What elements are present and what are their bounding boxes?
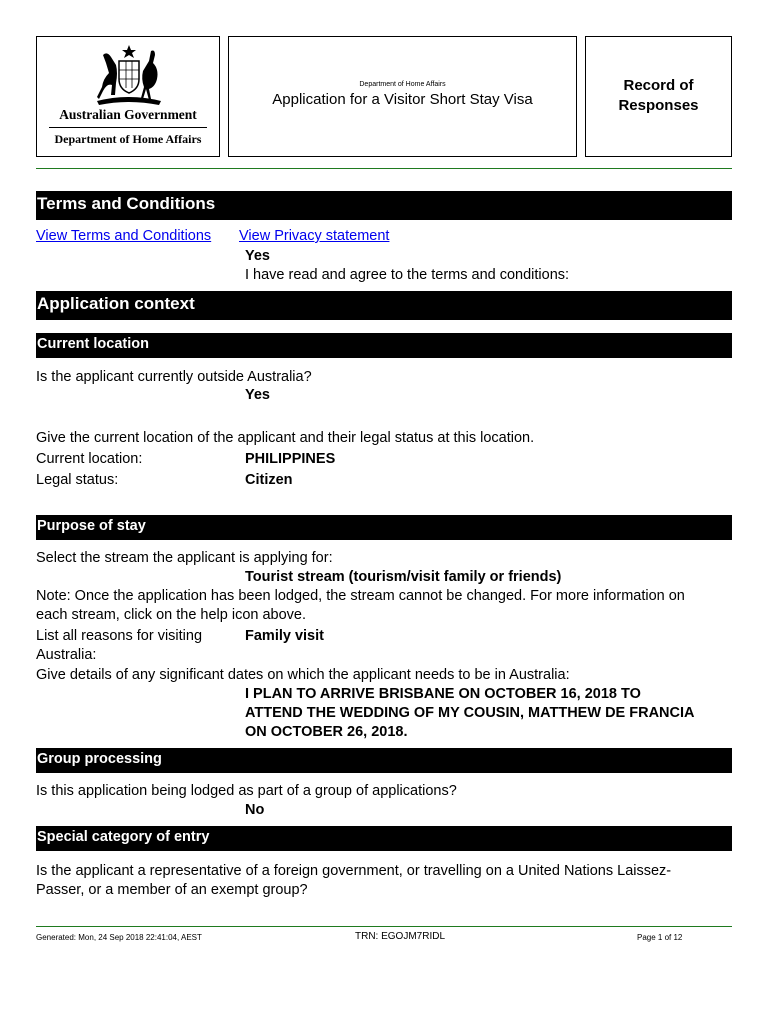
record-line-2: Responses (618, 97, 699, 114)
special-category-heading: Special category of entry (36, 826, 732, 851)
form-title-box (228, 36, 577, 157)
record-of-responses-label (586, 76, 731, 116)
stream-question: Select the stream the applicant is applying for: (36, 550, 333, 566)
significant-dates-line-2: ATTEND THE WEDDING OF MY COUSIN, MATTHEW DE FRANCIA (245, 705, 695, 721)
reasons-label-line-1: List all reasons for visiting (36, 628, 203, 644)
view-terms-link[interactable]: View Terms and Conditions (36, 228, 212, 244)
significant-dates-question: Give details of any significant dates on which the applicant needs to be in Australia: (36, 667, 570, 683)
application-context-heading: Application context (36, 291, 732, 320)
view-privacy-link[interactable]: View Privacy statement (239, 228, 390, 244)
coat-of-arms-icon (89, 43, 169, 107)
terms-answer: Yes (245, 248, 270, 264)
footer-divider (36, 926, 732, 927)
logo-divider (49, 127, 207, 128)
reasons-value: Family visit (245, 628, 324, 644)
reasons-label-line-2: Australia: (36, 647, 97, 663)
record-line-1: Record of (623, 77, 694, 94)
legal-status-label: Legal status: (36, 472, 119, 488)
government-name: Australian Government (59, 107, 197, 122)
significant-dates-line-1: I PLAN TO ARRIVE BRISBANE ON OCTOBER 16, 2018 TO (245, 686, 641, 702)
special-question-line-1: Is the applicant a representative of a foreign government, or travelling on a United Nations Laissez- (36, 863, 672, 879)
terms-question: I have read and agree to the terms and conditions: (245, 267, 570, 283)
generated-timestamp: Generated: Mon, 24 Sep 2018 22:41:04, AEST (36, 933, 202, 942)
page-number: Page 1 of 12 (637, 933, 683, 942)
department-name: Department of Home Affairs (54, 132, 202, 146)
stream-answer: Tourist stream (tourism/visit family or friends) (245, 569, 562, 585)
department-small-label: Department of Home Affairs (359, 81, 446, 88)
location-status-prompt: Give the current location of the applicant and their legal status at this location. (36, 430, 535, 446)
current-location-label: Current location: (36, 451, 143, 467)
form-title: Application for a Visitor Short Stay Visa (272, 91, 533, 108)
group-question: Is this application being lodged as part of a group of applications? (36, 783, 457, 799)
special-question-line-2: Passer, or a member of an exempt group? (36, 882, 308, 898)
legal-status-value: Citizen (245, 472, 293, 488)
group-processing-heading: Group processing (36, 748, 732, 773)
record-box (585, 36, 732, 157)
government-logo-box (36, 36, 220, 157)
stream-note-line-2: each stream, click on the help icon above. (36, 607, 307, 623)
purpose-of-stay-heading: Purpose of stay (36, 515, 732, 540)
current-location-heading: Current location (36, 333, 732, 358)
outside-australia-question: Is the applicant currently outside Australia? (36, 369, 312, 385)
outside-australia-answer: Yes (245, 387, 270, 403)
trn-reference: TRN: EGOJM7RIDL (355, 931, 446, 942)
significant-dates-line-3: ON OCTOBER 26, 2018. (245, 724, 408, 740)
stream-note-line-1: Note: Once the application has been lodged, the stream cannot be changed. For more information on (36, 588, 685, 604)
terms-heading: Terms and Conditions (36, 191, 732, 220)
header-divider (36, 168, 732, 169)
current-location-value: PHILIPPINES (245, 451, 336, 467)
group-answer: No (245, 802, 265, 818)
